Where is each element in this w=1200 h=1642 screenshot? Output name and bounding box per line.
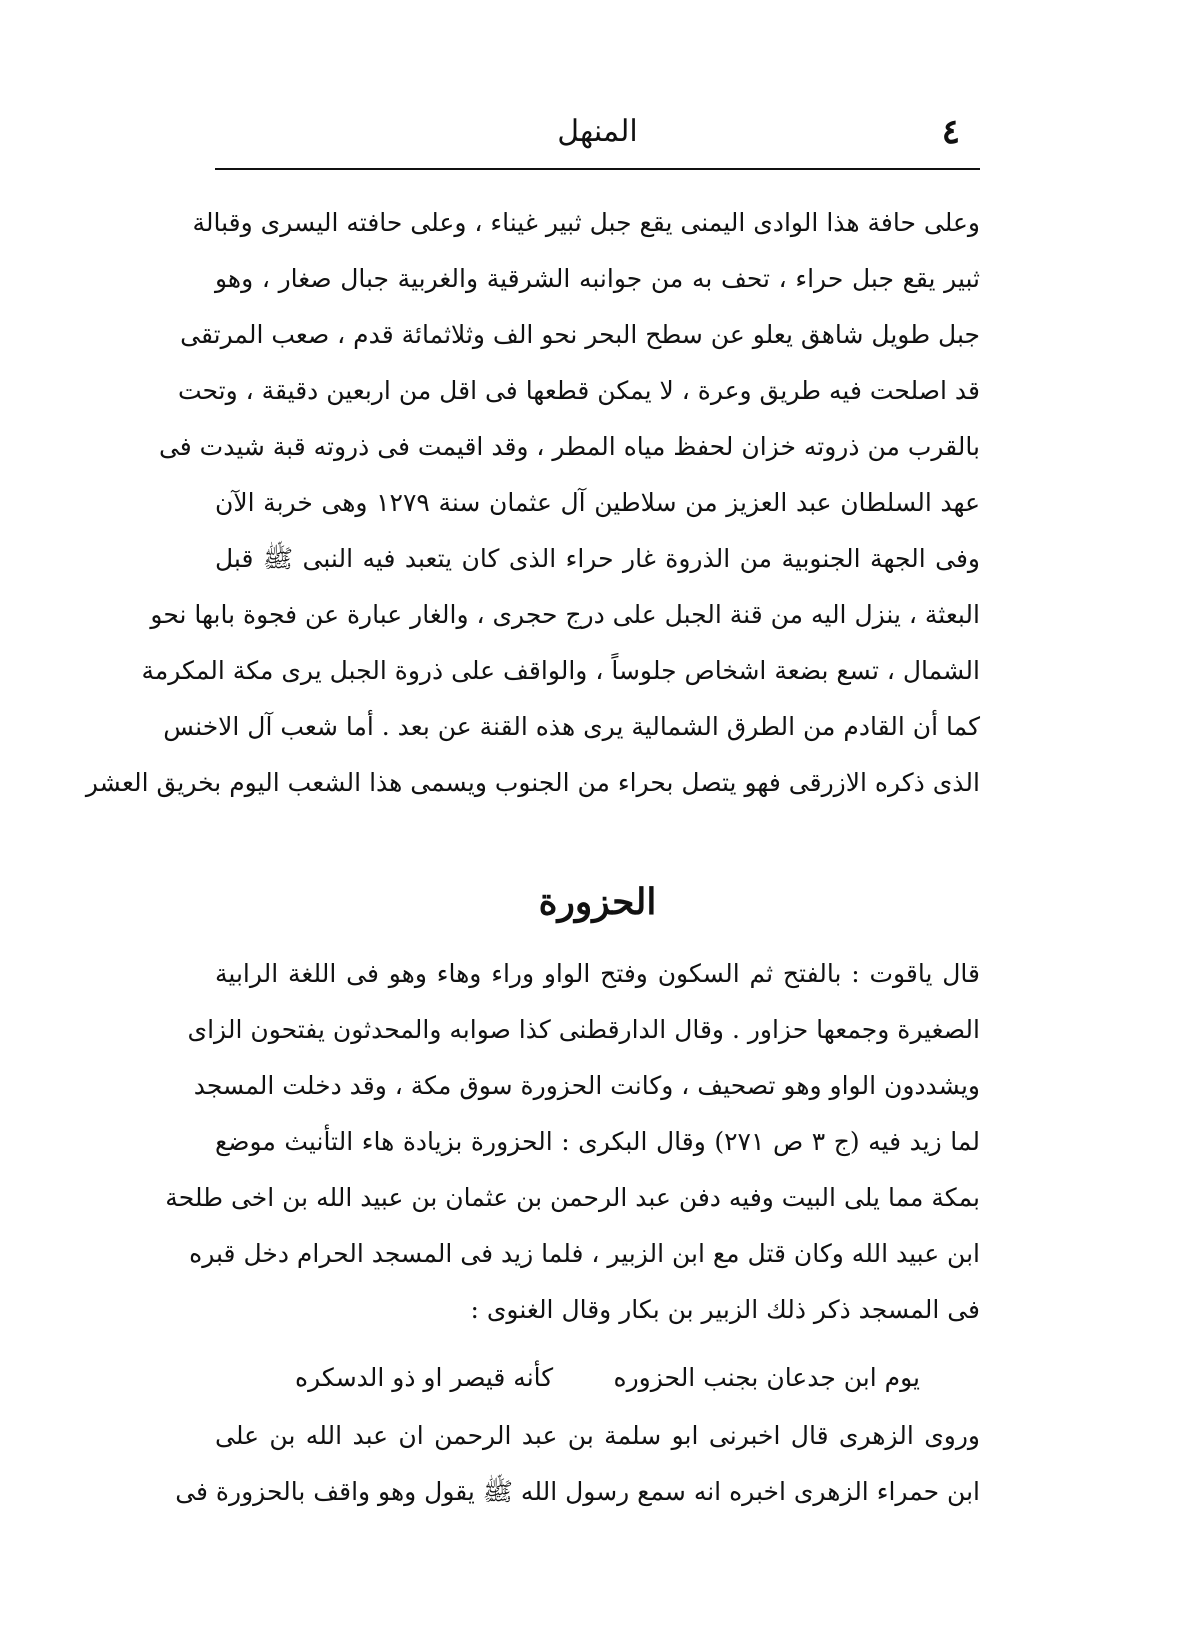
- paragraph-zuhri: [175, 1408, 980, 1520]
- text-line: البعثة ، ينزل اليه من قنة الجبل على درج حجرى ، والغار عبارة عن فجوة بابها نحو: [150, 600, 980, 629]
- section-heading: الحزورة: [538, 881, 657, 923]
- page-number: ٤: [941, 112, 960, 152]
- running-title: المنهل: [557, 114, 638, 149]
- text-line: قد اصلحت فيه طريق وعرة ، لا يمكن قطعها فى اقل من اربعين دقيقة ، وتحت: [177, 376, 980, 405]
- text-line: فى المسجد ذكر ذلك الزبير بن بكار وقال الغنوى :: [470, 1295, 980, 1324]
- text-line: كما أن القادم من الطرق الشمالية يرى هذه القنة عن بعد . أما شعب آل الاخنس: [163, 712, 980, 741]
- text-line: الذى ذكره الازرقى فهو يتصل بحراء من الجنوب ويسمى هذا الشعب اليوم بخريق العشر: [85, 768, 980, 797]
- text-line: بمكة مما يلى البيت وفيه دفن عبد الرحمن بن عثمان بن عبيد الله بن اخى طلحة: [165, 1183, 980, 1212]
- text-line: ابن عبيد الله وكان قتل مع ابن الزبير ، فلما زيد فى المسجد الحرام دخل قبره: [189, 1239, 980, 1268]
- text-line: الصغيرة وجمعها حزاور . وقال الدارقطنى كذا صوابه والمحدثون يفتحون الزاى: [187, 1015, 980, 1044]
- text-line: ويشددون الواو وهو تصحيف ، وكانت الحزورة سوق مكة ، وقد دخلت المسجد: [193, 1071, 980, 1100]
- paragraph-hazwara: [165, 946, 980, 1338]
- text-line: بالقرب من ذروته خزان لحفظ مياه المطر ، وقد اقيمت فى ذروته قبة شيدت فى: [158, 432, 980, 461]
- page-header: [215, 106, 980, 166]
- text-line: جبل طويل شاهق يعلو عن سطح البحر نحو الف وثلاثمائة قدم ، صعب المرتقى: [180, 320, 980, 349]
- header-rule: [215, 168, 980, 170]
- text-line: ابن حمراء الزهرى اخبره انه سمع رسول الله ﷺ يقول وهو واقف بالحزورة فى: [175, 1477, 980, 1506]
- text-line: عهد السلطان عبد العزيز من سلاطين آل عثمان سنة ١٢٧٩ وهى خربة الآن: [215, 488, 980, 517]
- text-line: لما زيد فيه (ج ٣ ص ٢٧١) وقال البكرى : الحزورة بزيادة هاء التأنيث موضع: [215, 1127, 980, 1156]
- text-line: ثبير يقع جبل حراء ، تحف به من جوانبه الشرقية والغربية جبال صغار ، وهو: [215, 264, 980, 293]
- paragraph-hira: [85, 195, 980, 811]
- text-line: وعلى حافة هذا الوادى اليمنى يقع جبل ثبير غيناء ، وعلى حافته اليسرى وقبالة: [192, 208, 980, 237]
- poetry-verse: [215, 1348, 980, 1408]
- verse-first-hemistich: يوم ابن جدعان بجنب الحزوره: [613, 1363, 920, 1392]
- text-line: وروى الزهرى قال اخبرنى ابو سلمة بن عبد الرحمن ان عبد الله بن على: [215, 1421, 980, 1450]
- text-line: قال ياقوت : بالفتح ثم السكون وفتح الواو وراء وهاء وهو فى اللغة الرابية: [215, 959, 980, 988]
- text-line: وفى الجهة الجنوبية من الذروة غار حراء الذى كان يتعبد فيه النبى ﷺ قبل: [215, 544, 980, 573]
- text-line: الشمال ، تسع بضعة اشخاص جلوساً ، والواقف على ذروة الجبل يرى مكة المكرمة: [141, 656, 980, 685]
- verse-second-hemistich: كأنه قيصر او ذو الدسكره: [295, 1363, 554, 1392]
